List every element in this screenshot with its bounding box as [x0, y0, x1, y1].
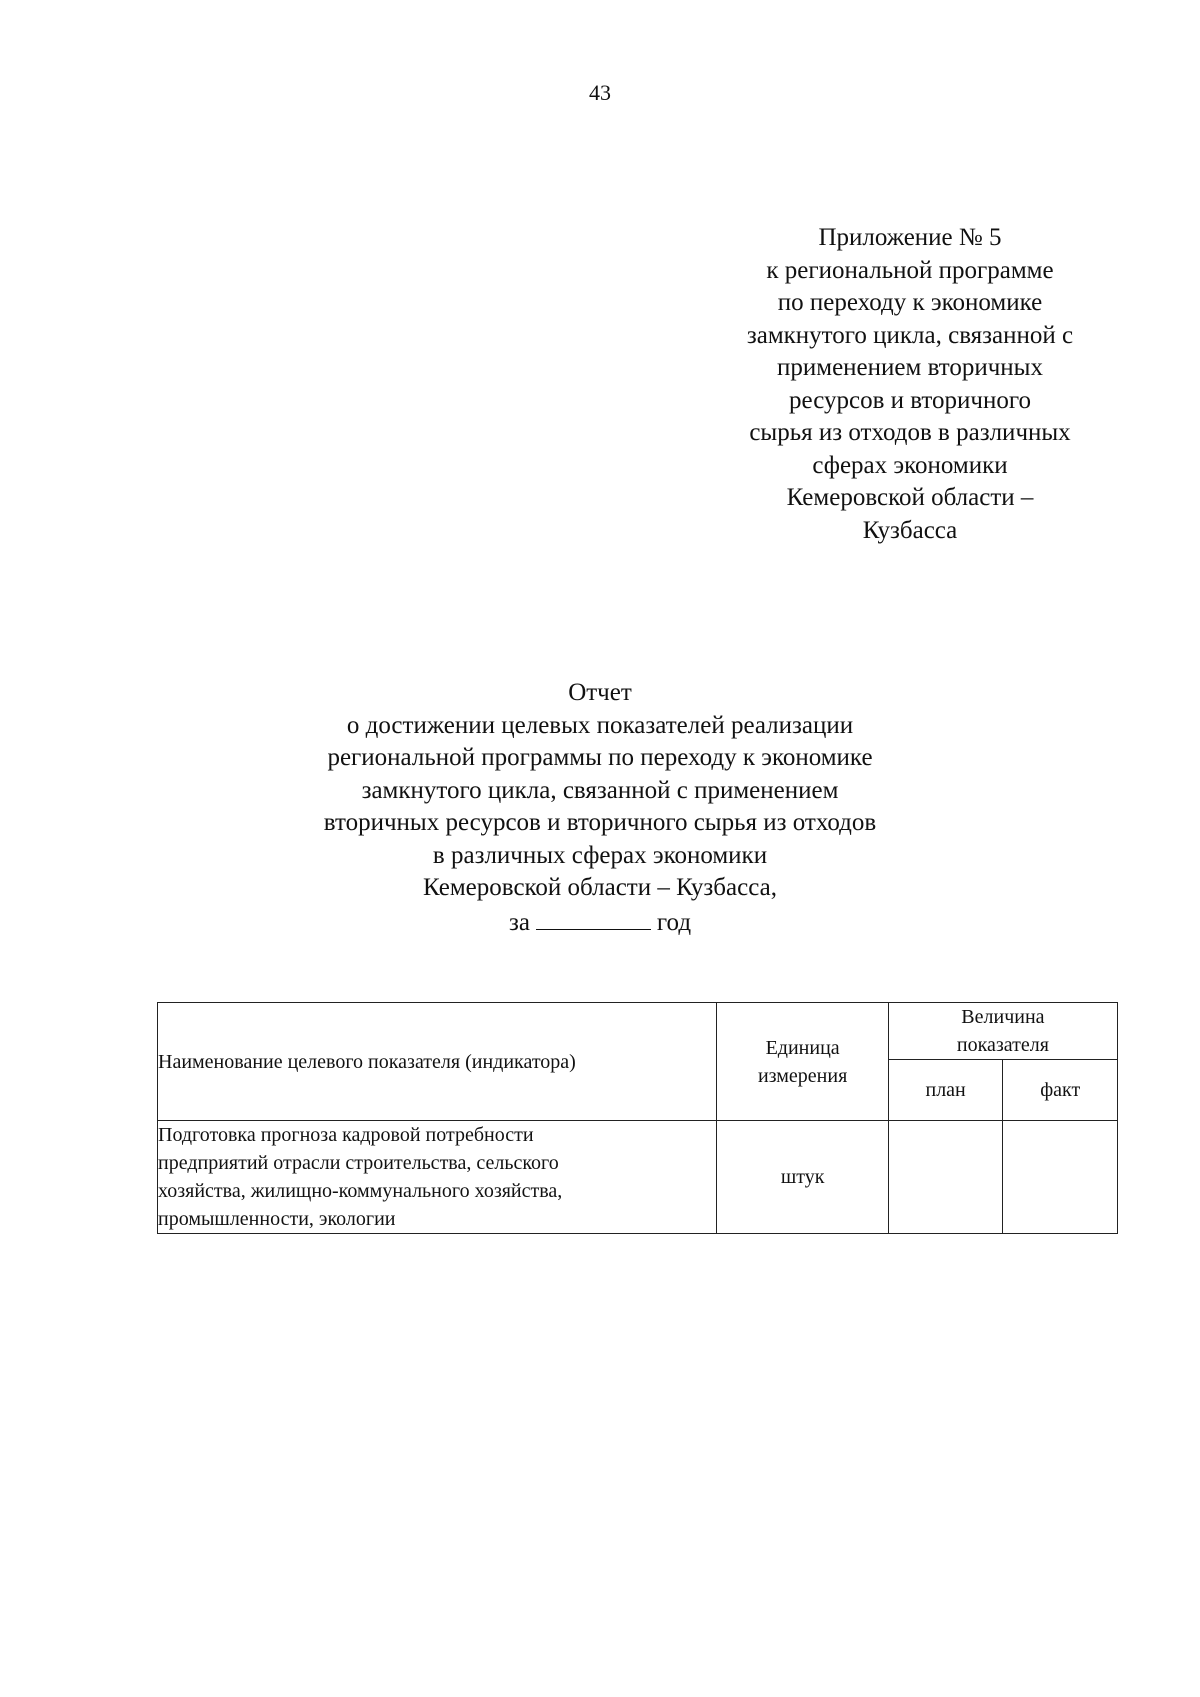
report-title-line: Отчет: [568, 679, 632, 706]
appendix-line: к региональной программе: [766, 256, 1054, 284]
header-unit: [717, 1003, 888, 1121]
header-fact: факт: [1003, 1060, 1118, 1121]
appendix-line: замкнутого цикла, связанной с: [746, 321, 1074, 349]
header-indicator-name: Наименование целевого показателя (индикатора): [158, 1003, 717, 1121]
year-blank-field: [536, 905, 651, 930]
appendix-header: [700, 222, 1120, 547]
report-title: [0, 677, 1200, 939]
indicator-plan-cell: [888, 1121, 1003, 1234]
appendix-line: сырья из отходов в различных: [749, 419, 1071, 446]
page-number: 43: [589, 80, 611, 105]
indicators-table: [157, 1002, 1118, 1234]
indicator-name-cell: [158, 1121, 717, 1234]
year-prefix: за: [508, 908, 530, 936]
report-title-line: замкнутого цикла, связанной с применением: [361, 776, 839, 804]
appendix-line: Приложение № 5: [818, 224, 1002, 251]
header-unit-line: Единица: [765, 1036, 840, 1059]
header-value: [888, 1003, 1117, 1060]
indicator-name-line: хозяйства, жилищно-коммунального хозяйства,: [158, 1180, 563, 1202]
header-plan: план: [888, 1060, 1003, 1121]
indicator-name-line: Подготовка прогноза кадровой потребности: [158, 1124, 534, 1146]
appendix-line: применением вторичных: [777, 354, 1043, 381]
report-title-line: вторичных ресурсов и вторичного сырья из отходов: [323, 809, 877, 836]
report-title-line: в различных сферах экономики: [432, 841, 768, 869]
indicator-unit-cell: штук: [717, 1121, 888, 1234]
appendix-line: сферах экономики: [812, 451, 1008, 479]
report-year-line: [0, 905, 1200, 940]
indicator-name-line: промышленности, экологии: [158, 1208, 396, 1230]
appendix-line: по переходу к экономике: [777, 289, 1043, 316]
table-header-row: [158, 1003, 1118, 1060]
header-value-line: Величина: [961, 1006, 1045, 1028]
report-title-line: Кемеровской области – Кузбасса,: [423, 874, 777, 901]
report-title-line: региональной программы по переходу к экономике: [327, 744, 873, 771]
year-suffix: год: [656, 908, 692, 936]
header-unit-line: измерения: [757, 1064, 848, 1087]
table-row: [158, 1121, 1118, 1234]
appendix-line: ресурсов и вторичного: [788, 386, 1031, 414]
appendix-line: Кузбасса: [862, 516, 958, 544]
indicator-name-line: предприятий отрасли строительства, сельского: [158, 1152, 559, 1174]
appendix-line: Кемеровской области –: [786, 484, 1034, 511]
indicator-fact-cell: [1003, 1121, 1118, 1234]
header-value-line: показателя: [956, 1034, 1049, 1056]
report-title-line: о достижении целевых показателей реализации: [346, 711, 854, 739]
